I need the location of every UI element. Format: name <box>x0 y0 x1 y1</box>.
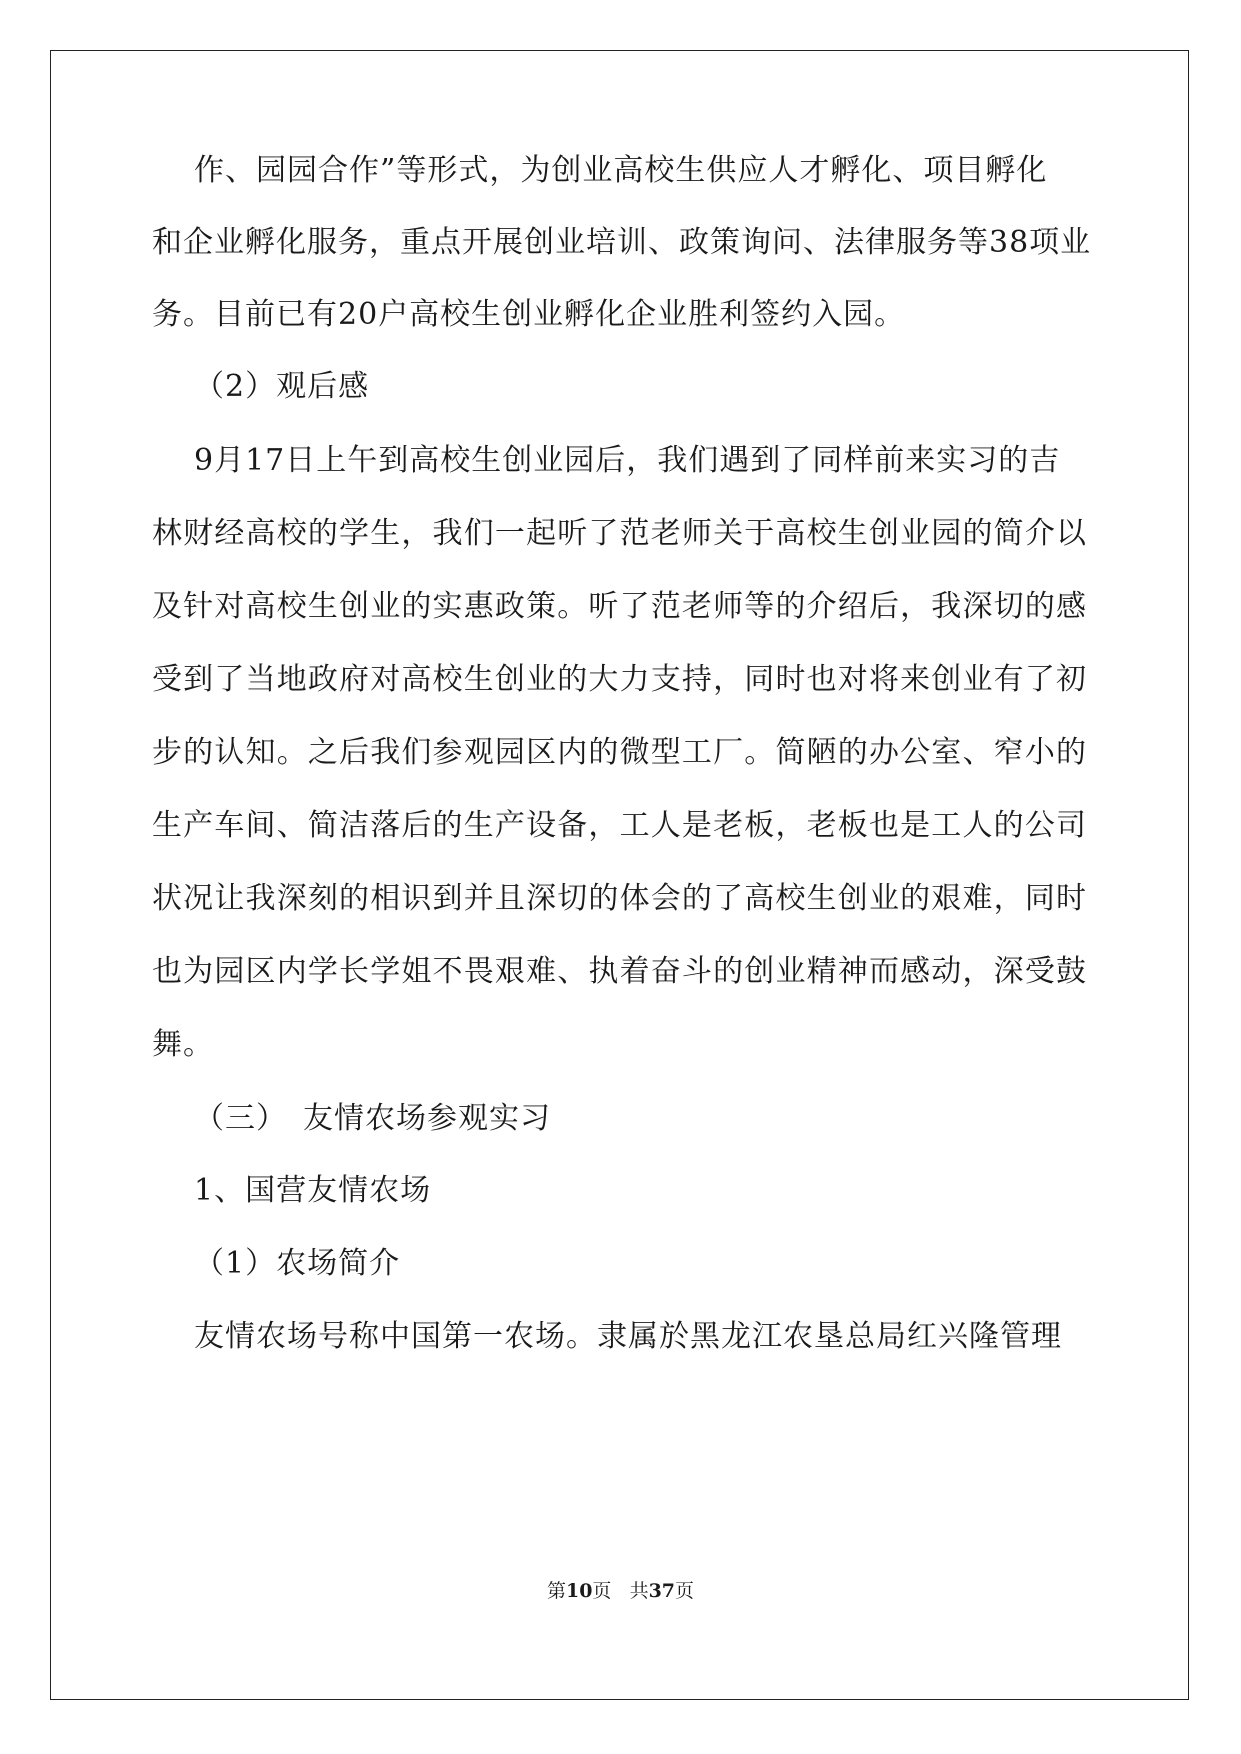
section-heading: （三） 友情农场参观实习 <box>194 1101 551 1136</box>
section-heading: （2）观后感 <box>194 369 370 404</box>
total-pages: 37 <box>648 1580 676 1602</box>
page-footer <box>0 1578 1241 1604</box>
text-line: 舞。 <box>152 1027 214 1062</box>
text-line: 和企业孵化服务，重点开展创业培训、政策询问、法律服务等38项业 <box>152 225 1092 260</box>
text-line: 友情农场号称中国第一农场。隶属於黑龙江农垦总局红兴隆管理 <box>194 1319 1062 1354</box>
footer-page-suffix: 页 <box>592 1580 612 1602</box>
text-line: 生产车间、简洁落后的生产设备，工人是老板，老板也是工人的公司 <box>152 808 1087 843</box>
text-line: 状况让我深刻的相识到并且深切的体会的了高校生创业的艰难，同时 <box>152 881 1087 916</box>
text-line: 步的认知。之后我们参观园区内的微型工厂。简陋的办公室、窄小的 <box>152 735 1087 770</box>
text-line: 9月17日上午到高校生创业园后，我们遇到了同样前来实习的吉 <box>194 443 1061 478</box>
section-heading: （1）农场简介 <box>194 1246 401 1281</box>
text-line: 作、园园合作”等形式，为创业高校生供应人才孵化、项目孵化 <box>194 153 1048 188</box>
footer-prefix: 第 <box>546 1580 566 1602</box>
text-line: 林财经高校的学生，我们一起听了范老师关于高校生创业园的简介以 <box>152 516 1087 551</box>
text-line: 也为园区内学长学姐不畏艰难、执着奋斗的创业精神而感动，深受鼓 <box>152 954 1087 989</box>
text-line: 及针对高校生创业的实惠政策。听了范老师等的介绍后，我深切的感 <box>152 589 1087 624</box>
page-number: 10 <box>565 1580 593 1602</box>
footer-total-prefix: 共 <box>629 1580 649 1602</box>
text-line: 受到了当地政府对高校生创业的大力支持，同时也对将来创业有了初 <box>152 662 1087 697</box>
section-heading: 1、国营友情农场 <box>194 1173 432 1208</box>
footer-total-suffix: 页 <box>675 1580 695 1602</box>
text-line: 务。目前已有20户高校生创业孵化企业胜利签约入园。 <box>152 297 906 332</box>
